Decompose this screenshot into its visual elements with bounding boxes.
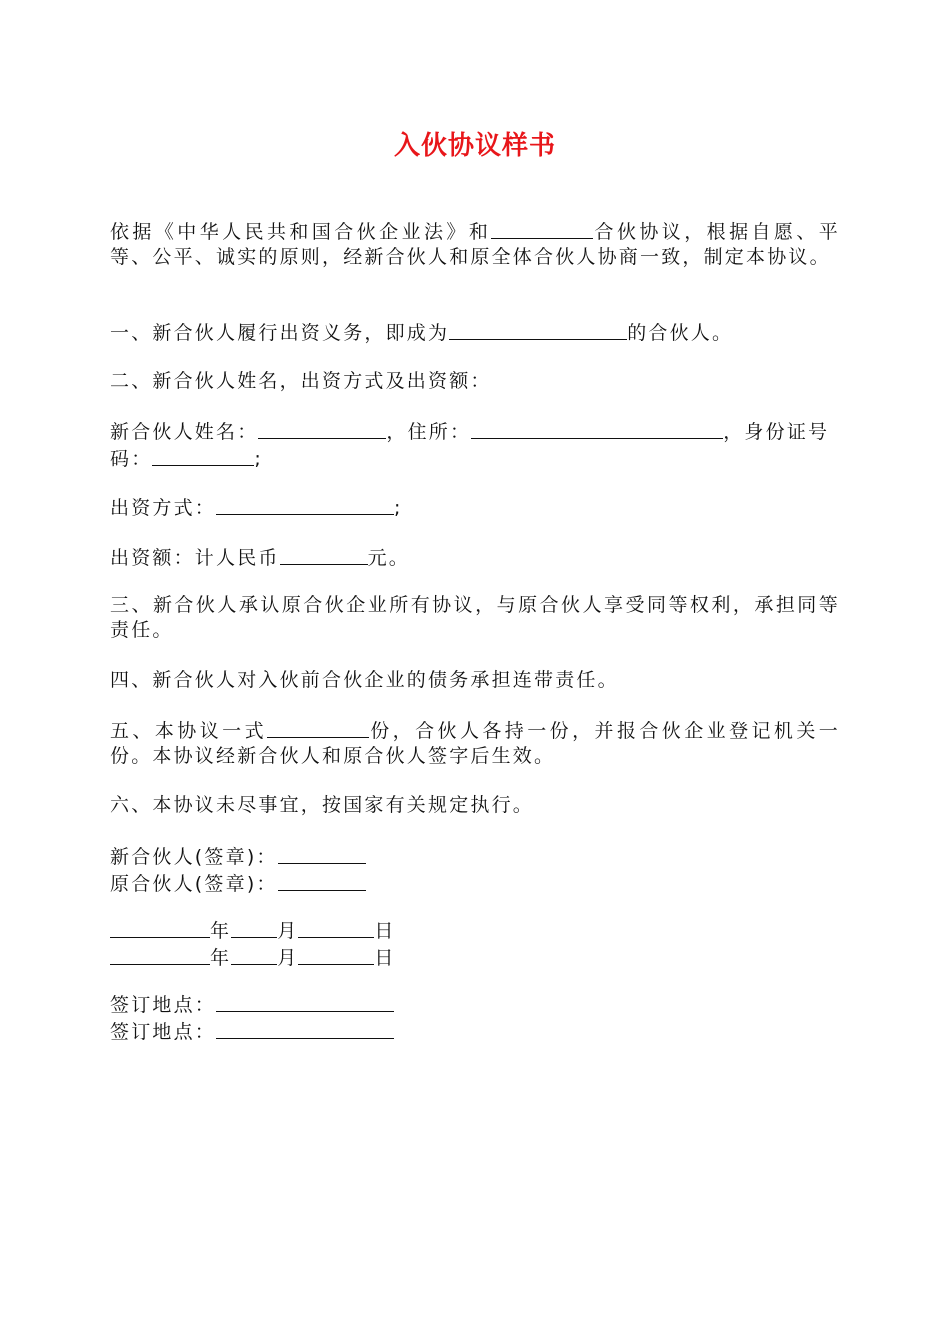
original-partner-signature-line <box>110 870 840 897</box>
day-blank-1 <box>298 917 374 938</box>
contribution-method-label: 出资方式： <box>110 497 217 519</box>
place-block <box>110 991 840 1045</box>
partner-id-label: ，身份证号码： <box>110 421 830 470</box>
clause-4: 四、新合伙人对入伙前合伙企业的债务承担连带责任。 <box>110 669 619 691</box>
date-line-1 <box>110 917 840 944</box>
year-label-1: 年 <box>210 920 232 942</box>
year-blank-2 <box>110 944 210 965</box>
clause-3: 三、新合伙人承认原合伙企业所有协议，与原合伙人享受同等权利，承担同等责任。 <box>110 594 840 641</box>
original-partner-signature-label: 原合伙人(签章)： <box>110 873 278 895</box>
year-label-2: 年 <box>210 947 232 969</box>
clause-5-text-1: 五、本协议一式 <box>110 720 267 742</box>
contribution-method <box>110 494 840 521</box>
partner-info-end: ; <box>254 448 264 470</box>
place-line-2 <box>110 1018 840 1045</box>
clause-2-heading: 二、新合伙人姓名，出资方式及出资额： <box>110 370 492 392</box>
month-label-2: 月 <box>277 947 299 969</box>
contribution-method-blank <box>216 494 394 515</box>
new-partner-signature-label: 新合伙人(签章)： <box>110 846 278 868</box>
clause-1-text-1: 一、新合伙人履行出资义务，即成为 <box>110 322 450 344</box>
place-blank-1 <box>216 991 394 1012</box>
original-partner-signature-blank <box>278 870 366 891</box>
month-label-1: 月 <box>277 920 299 942</box>
place-line-1 <box>110 991 840 1018</box>
year-blank-1 <box>110 917 210 938</box>
contribution-amount <box>110 544 840 571</box>
document-title: 入伙协议样书 <box>393 131 556 161</box>
date-block <box>110 917 840 971</box>
clause-1 <box>110 319 840 346</box>
partner-name-blank <box>258 418 386 439</box>
contribution-amount-blank <box>280 544 368 565</box>
intro-text-1: 依据《中华人民共和国合伙企业法》和 <box>110 221 492 243</box>
month-blank-2 <box>231 944 277 965</box>
date-line-2 <box>110 944 840 971</box>
clause-5 <box>110 717 840 769</box>
partner-info-paragraph <box>110 418 840 472</box>
intro-paragraph <box>110 218 840 270</box>
intro-text-2: 合伙协议，根据自愿、平等、公平、诚实的原则，经新合伙人和原全体合伙人协商一致，制定本协议。 <box>110 221 840 268</box>
day-label-2: 日 <box>374 947 396 969</box>
place-label-1: 签订地点： <box>110 994 217 1016</box>
copies-count-blank <box>267 717 369 738</box>
day-label-1: 日 <box>374 920 396 942</box>
partner-id-blank <box>152 445 254 466</box>
contribution-amount-unit: 元。 <box>367 547 411 569</box>
agreement-name-blank <box>491 218 593 239</box>
signature-block <box>110 843 840 897</box>
place-blank-2 <box>216 1018 394 1039</box>
clause-5-text-2: 份，合伙人各持一份，并报合伙企业登记机关一份。本协议经新合伙人和原合伙人签字后生效。 <box>110 720 840 767</box>
place-label-2: 签订地点： <box>110 1021 217 1043</box>
clause-6: 六、本协议未尽事宜，按国家有关规定执行。 <box>110 794 535 816</box>
contribution-amount-label: 出资额：计人民币 <box>110 547 280 569</box>
new-partner-signature-line <box>110 843 840 870</box>
partner-address-label: ，住所： <box>386 421 472 443</box>
new-partner-signature-blank <box>278 843 366 864</box>
partner-address-blank <box>471 418 723 439</box>
day-blank-2 <box>298 944 374 965</box>
partner-name-label: 新合伙人姓名： <box>110 421 259 443</box>
month-blank-1 <box>231 917 277 938</box>
clause-1-text-2: 的合伙人。 <box>627 322 734 344</box>
contribution-method-end: ; <box>394 497 403 519</box>
enterprise-name-blank <box>449 319 627 340</box>
